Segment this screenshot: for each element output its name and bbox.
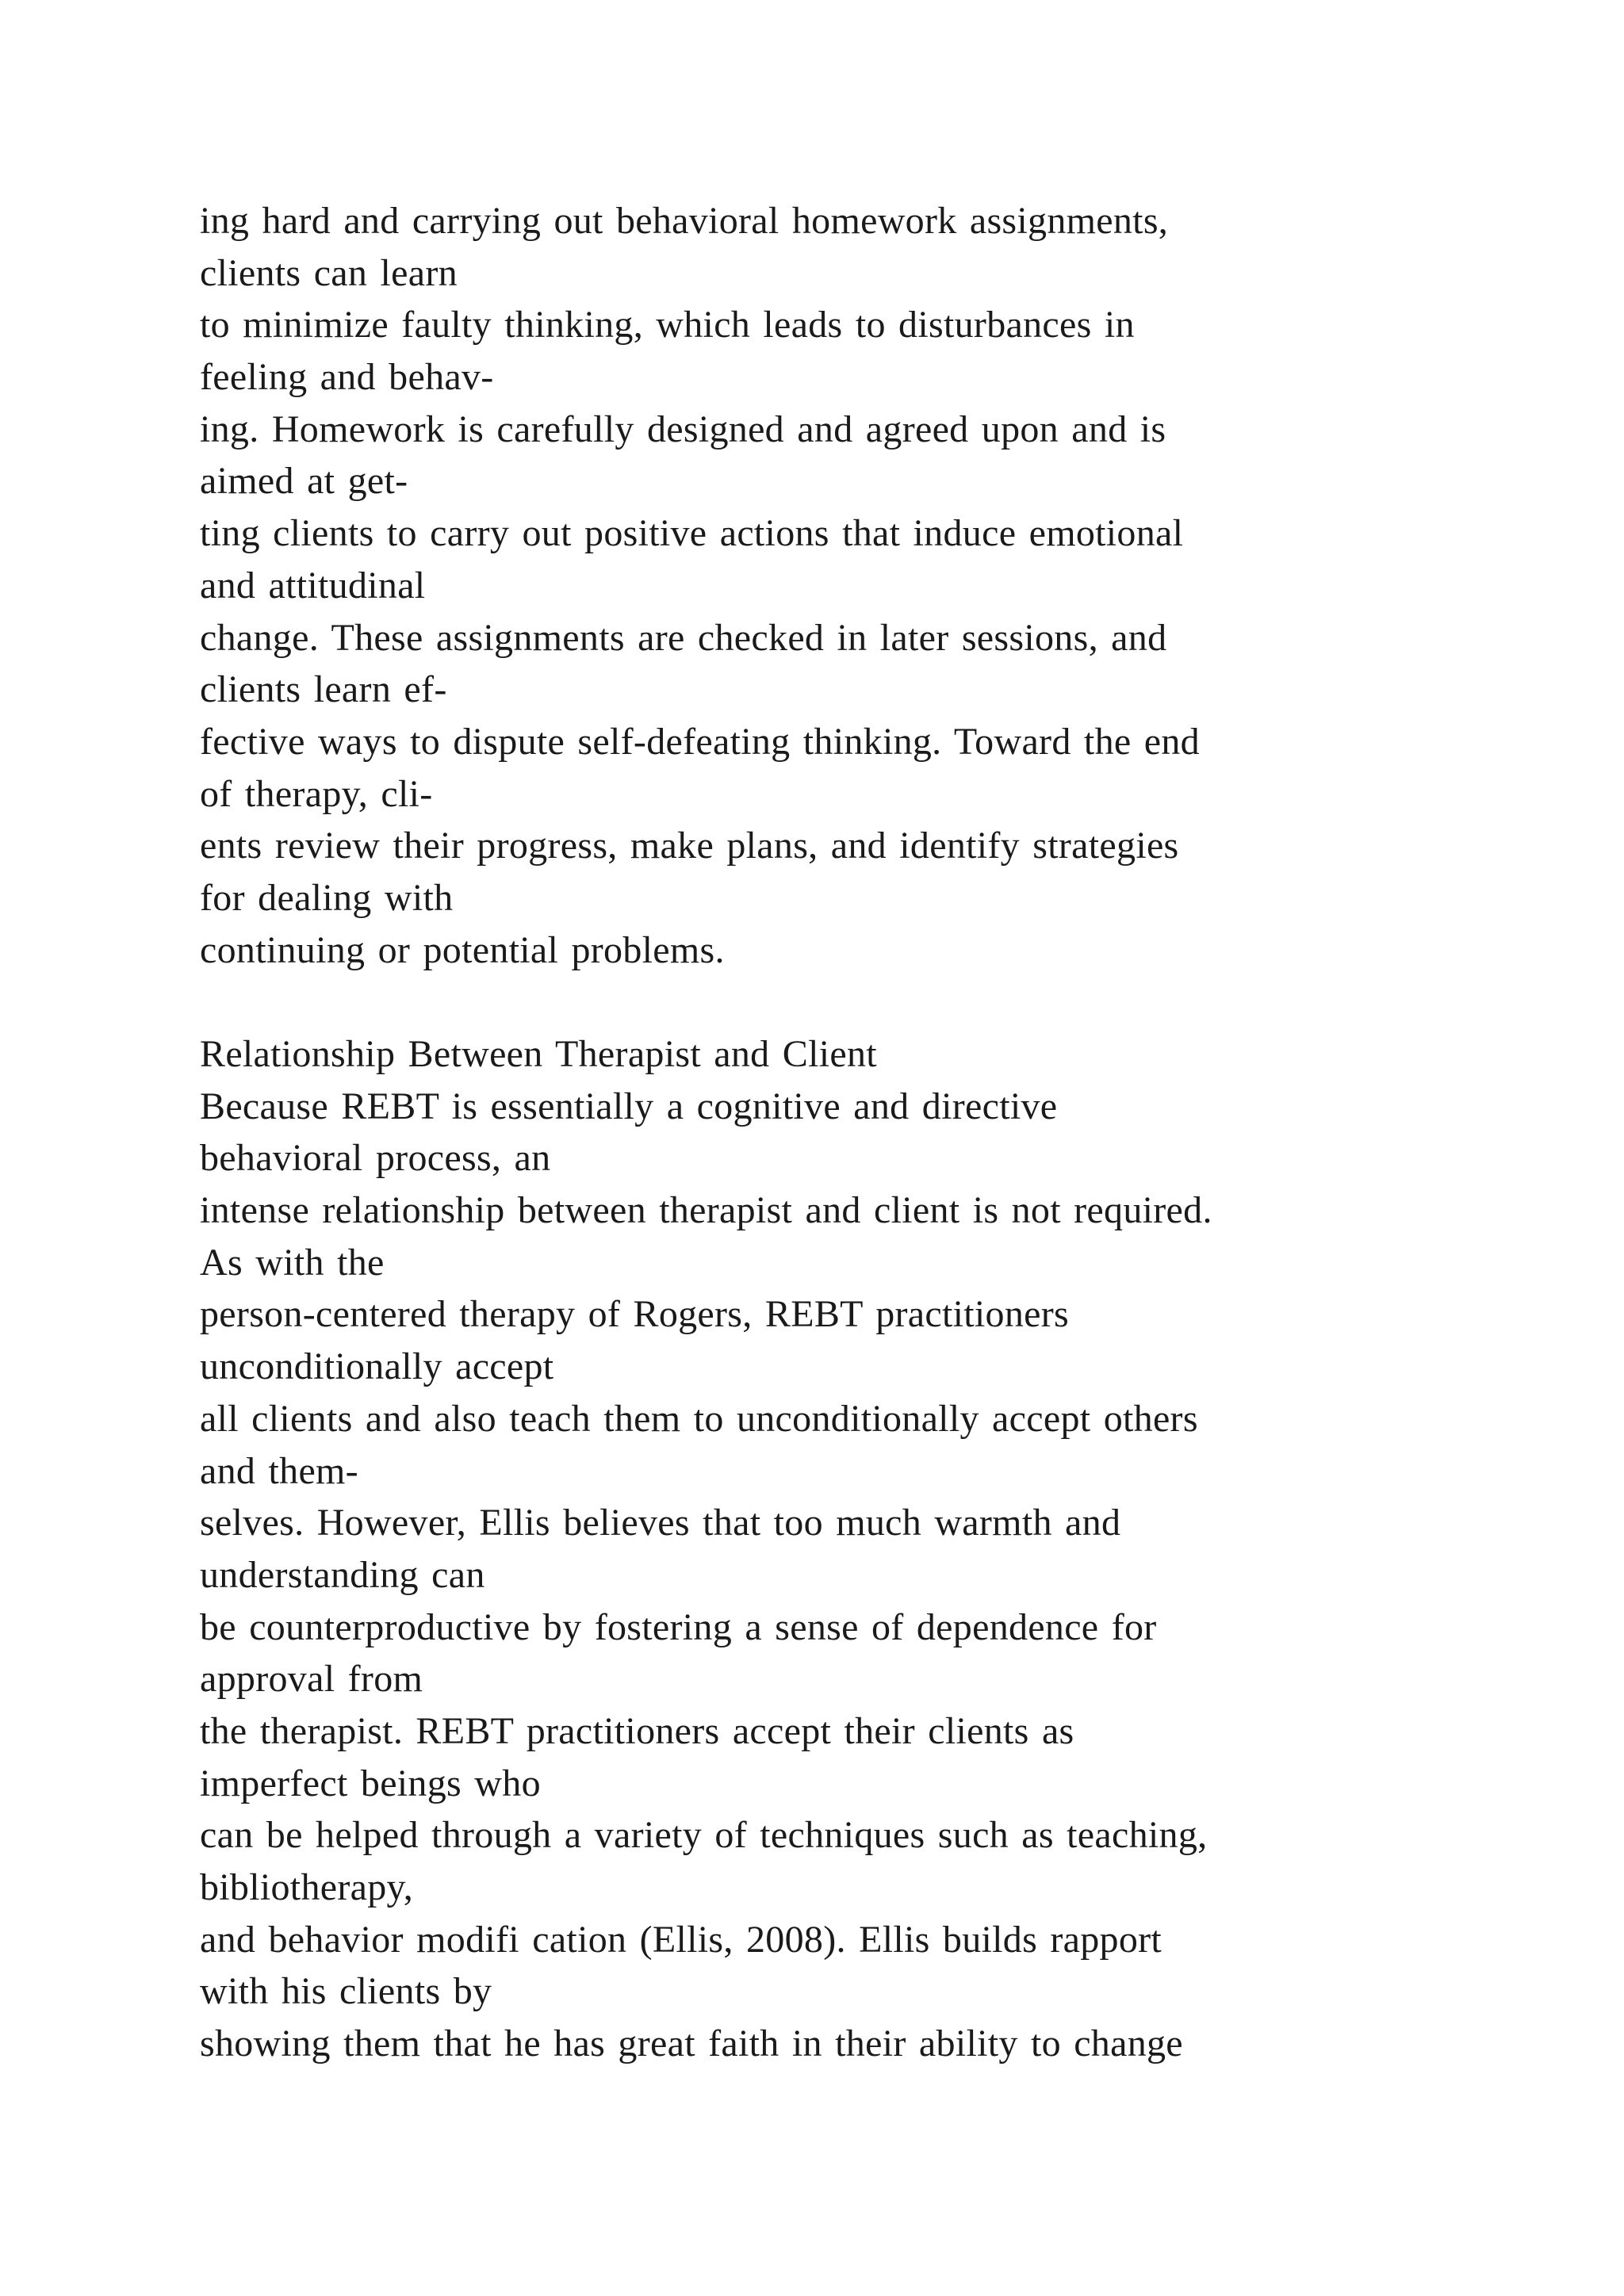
text-line: imperfect beings who (200, 1762, 541, 1804)
text-line: the therapist. REBT practitioners accept their clients as (200, 1709, 1074, 1752)
text-line: showing them that he has great faith in their ability to change (200, 2022, 1183, 2065)
paragraph-2 (200, 1081, 1484, 2070)
text-line: all clients and also teach them to unconditionally accept others (200, 1397, 1198, 1440)
text-line: feeling and behav- (200, 356, 494, 399)
text-line: selves. However, Ellis believes that too much warmth and (200, 1502, 1121, 1544)
text-line: fective ways to dispute self-defeating thinking. Toward the end (200, 720, 1200, 763)
text-line: change. These assignments are checked in later sessions, and (200, 616, 1167, 659)
text-line: approval from (200, 1658, 423, 1701)
text-line: ting clients to carry out positive actions that induce emotional (200, 512, 1184, 555)
paragraph-spacer (200, 976, 1484, 1028)
text-line: bibliotherapy, (200, 1866, 414, 1908)
text-line: Because REBT is essentially a cognitive and directive (200, 1085, 1058, 1127)
text-line: of therapy, cli- (200, 772, 433, 815)
section-heading: Relationship Between Therapist and Client (200, 1033, 877, 1075)
text-line: ing hard and carrying out behavioral homework assignments, (200, 200, 1169, 242)
text-line: for dealing with (200, 876, 454, 919)
text-line: understanding can (200, 1553, 485, 1596)
text-line: ents review their progress, make plans, and identify strategies (200, 825, 1179, 867)
text-line: and attitudinal (200, 564, 426, 607)
text-line: can be helped through a variety of techniques such as teaching, (200, 1814, 1208, 1857)
text-line: continuing or potential problems. (200, 928, 725, 971)
paragraph-1 (200, 195, 1484, 976)
text-line: ing. Homework is carefully designed and agreed upon and is (200, 408, 1166, 450)
text-line: behavioral process, an (200, 1137, 551, 1180)
text-line: with his clients by (200, 1970, 492, 2013)
text-line: to minimize faulty thinking, which leads to disturbances in (200, 304, 1135, 346)
text-line: unconditionally accept (200, 1345, 554, 1388)
text-line: As with the (200, 1241, 385, 1284)
text-line: and them- (200, 1449, 358, 1492)
document-body (200, 195, 1484, 2070)
text-line: person-centered therapy of Rogers, REBT practitioners (200, 1293, 1070, 1336)
text-line: clients can learn (200, 251, 458, 294)
text-line: aimed at get- (200, 460, 408, 503)
text-line: and behavior modifi cation (Ellis, 2008). Ellis builds rapport (200, 1918, 1162, 1961)
text-line: be counterproductive by fostering a sense of dependence for (200, 1605, 1157, 1648)
text-line: clients learn ef- (200, 668, 447, 711)
text-line: intense relationship between therapist and client is not required. (200, 1189, 1212, 1232)
